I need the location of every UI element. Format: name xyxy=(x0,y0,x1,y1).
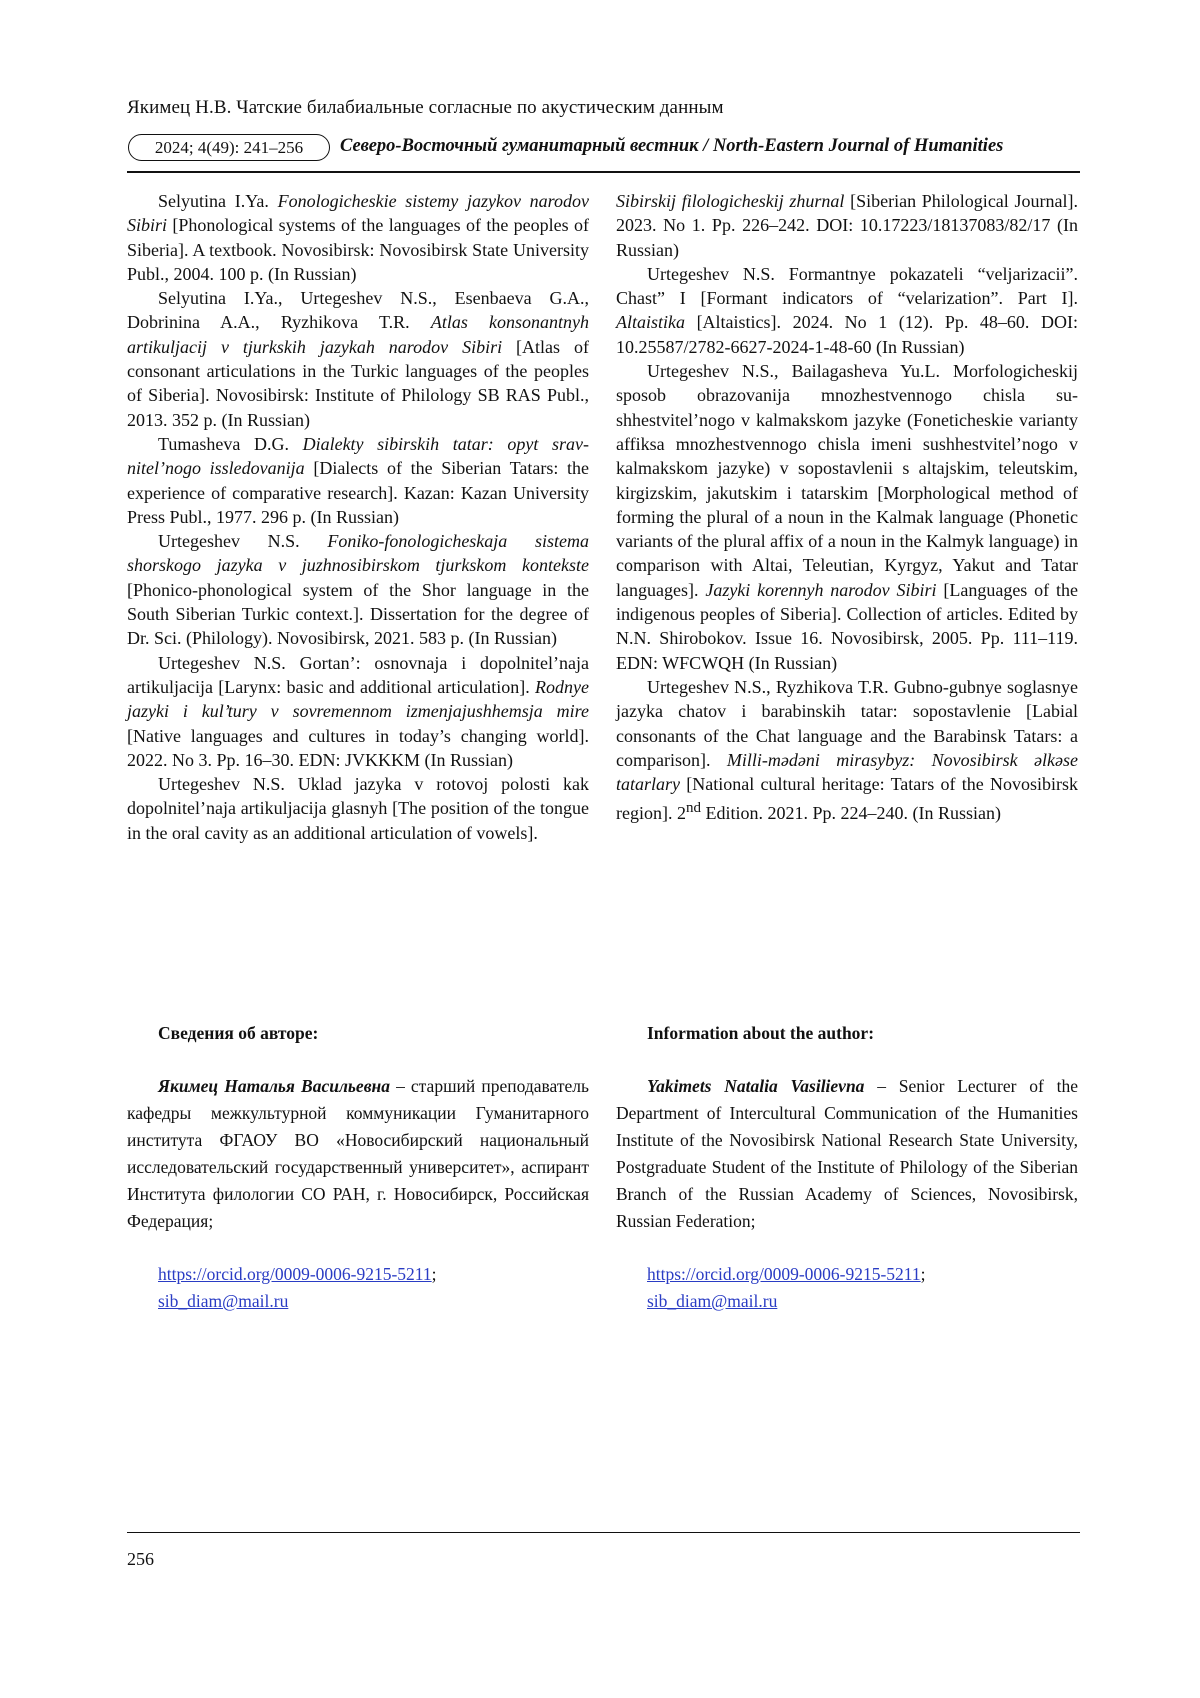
reference-item: Urtegeshev N.S. Uklad jazyka v rotovoj polosti kak dopolnitel’naja artikuljacija glasnyh [The position of the tongue in the oral cavity as an additional articulation of vowels]. xyxy=(127,774,589,843)
reference-item: Urtegeshev N.S., Bailagasheva Yu.L. Morfologicheskij sposob obrazovanija mnozhestvennogo chisla sushhestvitel’nogo v kalmakskom jazyke (Foneticheskie varianty affiksa mnozhestvennogo chisla imeni sushhestvitel’nogo v kalmakskom jazyke) v sopostavlenii s altajskim, teleutskim, kirgizskim, jakutskim i tatarskim [Morphological method of forming the plural of a noun in the Kalmak language (Phonetic variants of the plural affix of a noun in the Kalmyk language) in comparison with Altai, Teleutian, Kyrgyz, Yakut and Tatar languages]. Jazyki korennyh narodov Sibiri [Languages of the indigenous peoples of Siberia]. Collection of articles. Edited by N.N. Shirobokov. Issue 16. Novosibirsk, 2005. Pp. 111–119. EDN: WFCWQH (In Russian) xyxy=(616,361,1078,673)
page-number: 256 xyxy=(127,1549,154,1569)
reference-item: Urtegeshev N.S. Formantnye pokazateli “veljarizacii”. Chast” I [Formant indicators of “velarization”. Part I]. Altaistika [Altaistics]. 2024. No 1 (12). Pp. 48–60. DOI: 10.25587/2782-6627-2024-1-48-60 (In Russian) xyxy=(616,263,1078,357)
journal-title: Северо-Восточный гуманитарный вестник / North-Eastern Journal of Humanities xyxy=(340,136,1004,156)
reference-continuation: Sibirskij filologicheskij zhurnal [Siberian Philological Journal]. 2023. No 1. Pp. 226–242. DOI: 10.17223/18137083/82/17 (In Russian) xyxy=(616,191,1078,260)
author-links-en: https://orcid.org/0009-0006-9215-5211; sib_diam@mail.ru xyxy=(647,1264,926,1311)
reference-item: Urtegeshev N.S., Ryzhikova T.R. Gubno-gubnye soglasnye jazyka chatov i barabinskih tatar: sopostavlenie [Labial consonants of the Chat language and the Barabinsk Tatars: a comparison]. Milli-mədəni mirasybyz: Novosibirsk əlkəse tatarlary [National cultural heritage: Tatars of the Novosibirsk region]. 2nd Edition. 2021. Pp. 224–240. (In Russian) xyxy=(616,676,1078,824)
email-link[interactable]: sib_diam@mail.ru xyxy=(158,1291,289,1311)
author-name-en: Yakimets Natalia Vasilievna xyxy=(647,1076,865,1096)
header-rule xyxy=(127,171,1080,173)
author-name-ru: Якимец Наталья Васильевна xyxy=(158,1076,390,1096)
author-info-en xyxy=(616,1020,1078,1315)
issue-badge: 2024; 4(49): 241–256 xyxy=(128,134,330,161)
orcid-link[interactable]: https://orcid.org/0009-0006-9215-5211 xyxy=(158,1264,432,1284)
reference-item: Selyutina I.Ya., Urtegeshev N.S., Esenbaeva G.A., Dobrinina A.A., Ryzhikova T.R. Atlas konsonantnyh artikuljacij v tjurkskih jazykah narodov Sibiri [Atlas of consonant articulations in the Turkic languages of the peoples of Siberia]. Novosibirsk: Institute of Philology SB RAS Publ., 2013. 352 p. (In Russian) xyxy=(127,288,589,430)
reference-item: Urtegeshev N.S. Gortan’: osnovnaja i dopolnitel’naja artikuljacija [Larynx: basic and additional articulation]. Rodnye jazyki i kul’tury v sovremennom izmenjajushhemsja mire [Native languages and cultures in today’s changing world]. 2022. No 3. Pp. 16–30. EDN: JVKKKM (In Russian) xyxy=(127,652,589,770)
footer-rule xyxy=(127,1532,1080,1533)
running-title: Якимец Н.В. Чатские билабиальные согласные по акустическим данным xyxy=(127,97,724,118)
references-left-column xyxy=(127,189,589,845)
author-links-ru: https://orcid.org/0009-0006-9215-5211; sib_diam@mail.ru xyxy=(158,1264,437,1311)
references-right-column xyxy=(616,189,1078,826)
author-info-ru xyxy=(127,1020,589,1315)
author-bio-ru: Якимец Наталья Васильевна – старший преподаватель кафедры межкультурной коммуникации Гуманитарного института ФГАОУ ВО «Новосибирский национальный исследовательский государственный университет», аспирант Института филологии СО РАН, г. Новосибирск, Российская Федерация; xyxy=(127,1076,589,1231)
author-heading-ru: Сведения об авторе: xyxy=(158,1023,319,1043)
orcid-link[interactable]: https://orcid.org/0009-0006-9215-5211 xyxy=(647,1264,921,1284)
reference-item: Selyutina I.Ya. Fonologicheskie sistemy jazykov narodov Sibiri [Phonological systems of the languages of the peoples of Siberia]. A textbook. Novosibirsk: Novosibirsk State University Publ., 2004. 100 p. (In Russian) xyxy=(127,191,589,284)
author-heading-en: Information about the author: xyxy=(647,1023,875,1043)
reference-item: Urtegeshev N.S. Foniko-fonologicheskaja sistema shorskogo jazyka v juzhnosibirskom tjurkskom kontekste [Phonico-phonological system of the Shor language in the South Siberian Turkic context.]. Dissertation for the degree of Dr. Sci. (Philology). Novosibirsk, 2021. 583 p. (In Russian) xyxy=(127,531,589,649)
author-bio-en: Yakimets Natalia Vasilievna – Senior Lecturer of the Department of Intercultural Communication of the Humanities Institute of the Novosibirsk National Research State University, Postgraduate Student of the Institute of Philology of the Siberian Branch of the Russian Academy of Sciences, Novosibirsk, Russian Federation; xyxy=(616,1076,1078,1231)
email-link[interactable]: sib_diam@mail.ru xyxy=(647,1291,778,1311)
reference-item: Tumasheva D.G. Dialekty sibirskih tatar: opyt sravnitel’nogo issledovanija [Dialects of the Siberian Tatars: the experience of comparative research]. Kazan: Kazan University Press Publ., 1977. 296 p. (In Russian) xyxy=(127,433,590,527)
